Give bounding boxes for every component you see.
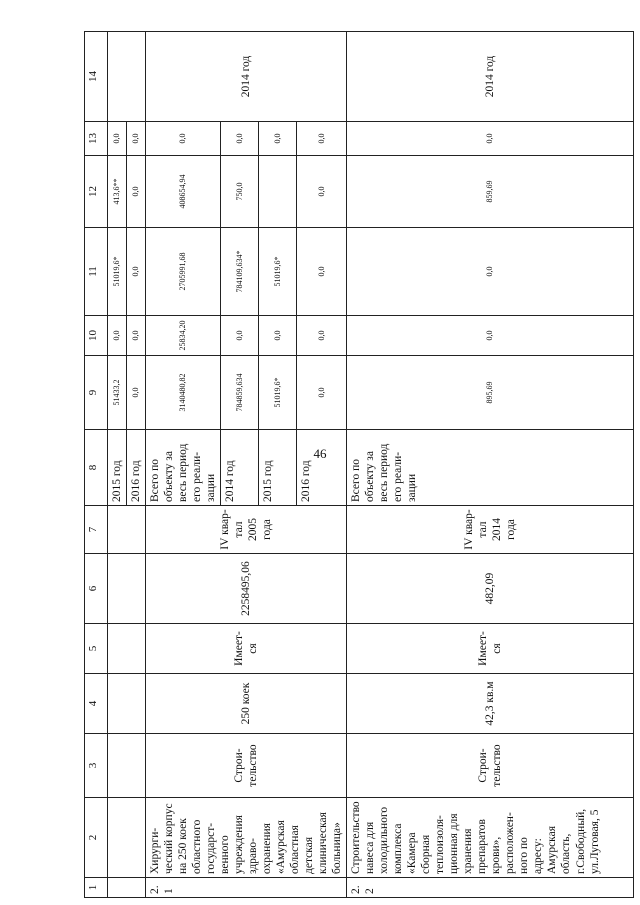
value-cell: 0,0: [259, 316, 297, 356]
table-row: [108, 32, 127, 898]
value-cell: 25834,20: [146, 316, 221, 356]
page-number: 46: [313, 446, 327, 461]
deadline: IV квар-тал 2005 года: [146, 506, 347, 554]
commission-year: 2014 год: [146, 32, 347, 122]
value-cell: 0,0: [127, 316, 146, 356]
value-cell: 0,0: [347, 122, 634, 156]
header-cell: 2: [85, 798, 108, 878]
header-row: [85, 32, 108, 898]
object-name: Хирурги-ческий корпус на 250 коек областного государст-венного учреждения здраво-охранения «Амурская областная детская клиническая больница»: [146, 798, 347, 878]
value-cell: 0,0: [127, 228, 146, 316]
value-cell: 0,0: [297, 122, 347, 156]
value-cell: 895,69: [347, 356, 634, 430]
row-number: 2.2: [347, 878, 634, 898]
period-cell: 2015 год: [259, 430, 297, 506]
period-cell: Всего по объекту за весь период его реали-зации: [146, 430, 221, 506]
table-row: [146, 32, 221, 898]
table-row: [347, 32, 634, 898]
period-cell: 2014 год: [221, 430, 259, 506]
value-cell: 408654,94: [146, 156, 221, 228]
value-cell: 0,0: [347, 316, 634, 356]
row-number: 2.1: [146, 878, 347, 898]
value-cell: 51019,6*: [259, 228, 297, 316]
value-cell: 0,0: [127, 356, 146, 430]
value-cell: 0,0: [347, 228, 634, 316]
value-cell: 859,69: [347, 156, 634, 228]
work-type: Строи-тельство: [347, 734, 634, 798]
value-cell: 2705991,68: [146, 228, 221, 316]
estimated-cost: 482,09: [347, 554, 634, 624]
header-cell: 3: [85, 734, 108, 798]
value-cell: 0,0: [108, 122, 127, 156]
estimated-cost: 2258495,06: [146, 554, 347, 624]
header-cell: 4: [85, 674, 108, 734]
value-cell: 51019,6*: [259, 356, 297, 430]
value-cell: 0,0: [127, 122, 146, 156]
period-cell: Всего по объекту за весь период его реали-зации: [347, 430, 634, 506]
documentation: Имеет-ся: [347, 624, 634, 674]
header-cell: 8: [85, 430, 108, 506]
value-cell: 0,0: [297, 156, 347, 228]
header-cell: 13: [85, 122, 108, 156]
header-cell: 11: [85, 228, 108, 316]
value-cell: 51433,2: [108, 356, 127, 430]
deadline: IV квар-тал 2014 года: [347, 506, 634, 554]
work-type: Строи-тельство: [146, 734, 347, 798]
period-cell: 2016 год: [127, 430, 146, 506]
header-cell: 12: [85, 156, 108, 228]
header-cell: 14: [85, 32, 108, 122]
value-cell: 784859,634: [221, 356, 259, 430]
value-cell: 0,0: [146, 122, 221, 156]
investment-table: [84, 31, 634, 898]
value-cell: 784109,634*: [221, 228, 259, 316]
value-cell: 0,0: [297, 316, 347, 356]
value-cell: 0,0: [108, 316, 127, 356]
value-cell: 0,0: [221, 316, 259, 356]
commission-year: 2014 год: [347, 32, 634, 122]
value-cell: 0,0: [221, 122, 259, 156]
period-cell: 2015 год: [108, 430, 127, 506]
header-cell: 7: [85, 506, 108, 554]
capacity: 250 коек: [146, 674, 347, 734]
header-cell: 9: [85, 356, 108, 430]
value-cell: 750,0: [221, 156, 259, 228]
value-cell: 0,0: [259, 122, 297, 156]
header-cell: 10: [85, 316, 108, 356]
value-cell: 51019,6*: [108, 228, 127, 316]
header-cell: 5: [85, 624, 108, 674]
documentation: Имеет-ся: [146, 624, 347, 674]
object-name: Строительство навеса для холодильного комплекса «Камера сборная теплоизоля-ционная для хранения препаратов крови», расположен-ного по адресу: Амурская область, г.Свободный, ул.Луговая, 5: [347, 798, 634, 878]
capacity: 42,3 кв.м: [347, 674, 634, 734]
value-cell: 0,0: [297, 356, 347, 430]
header-cell: 6: [85, 554, 108, 624]
value-cell: 3140480,82: [146, 356, 221, 430]
period-cell: 2016 год: [297, 430, 347, 506]
value-cell: 0,0: [127, 156, 146, 228]
value-cell: 413,6**: [108, 156, 127, 228]
rotated-table-sheet: [84, 32, 634, 898]
value-cell: [259, 156, 297, 228]
header-cell: 1: [85, 878, 108, 898]
value-cell: 0,0: [297, 228, 347, 316]
